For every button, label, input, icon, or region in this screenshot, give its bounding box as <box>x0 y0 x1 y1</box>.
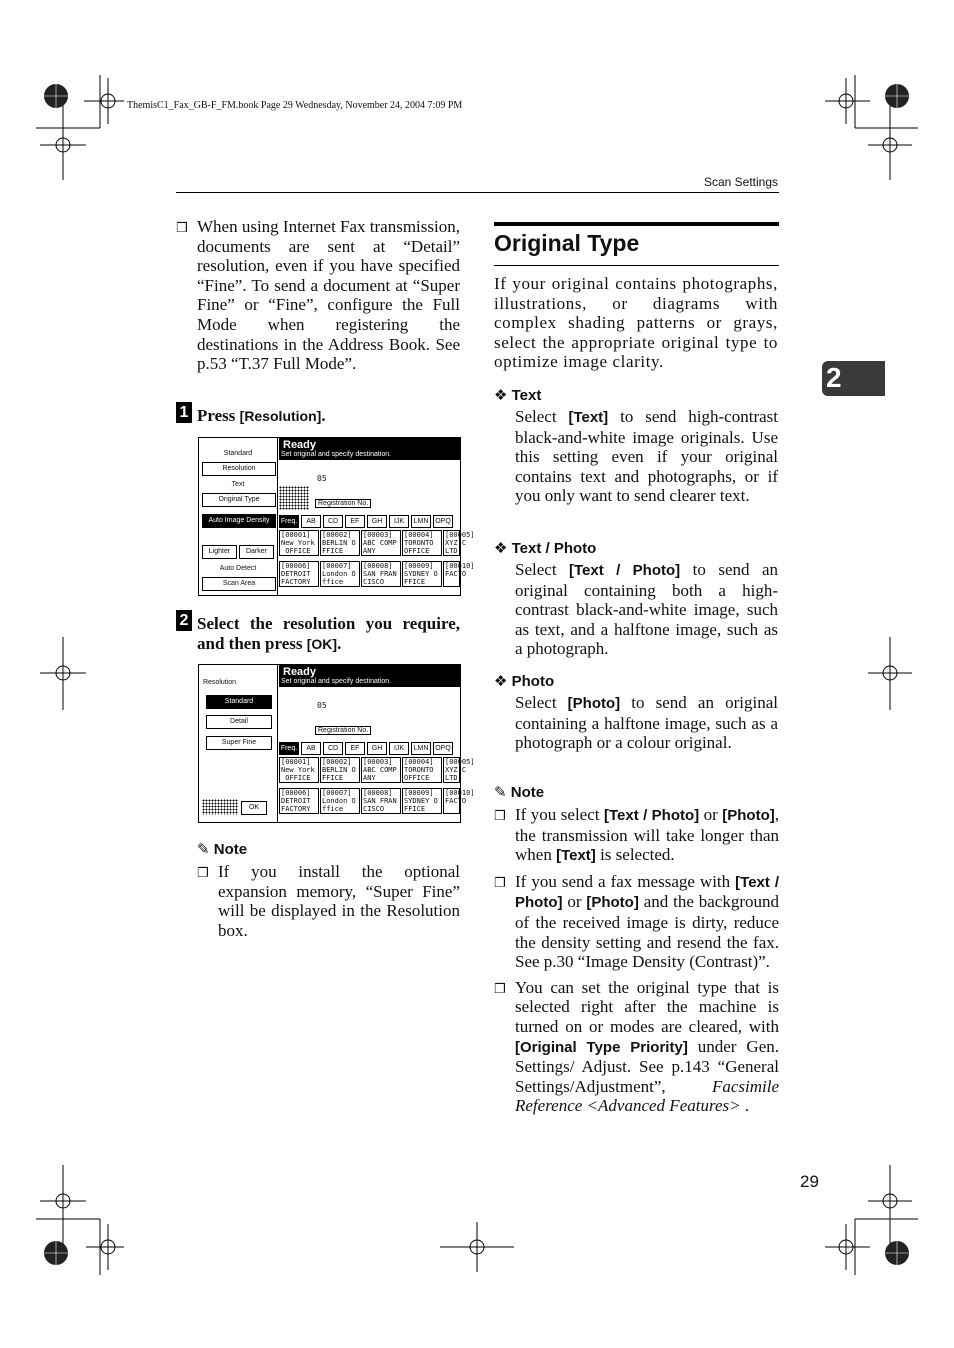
screen-tabs <box>279 742 460 754</box>
screen-tab: CD <box>323 742 343 755</box>
screenshot-resolution-screen <box>198 437 475 596</box>
resolution-panel-title: Resolution <box>203 679 237 686</box>
screen-tab: LMN <box>411 515 431 528</box>
screen-ok-button: OK <box>241 801 267 815</box>
step-2-text: Select the resolution you require, and then press <box>197 614 460 653</box>
section-title: Original Type <box>494 230 640 256</box>
screen-tab: EF <box>345 515 365 528</box>
item-pre: Select <box>515 693 568 712</box>
checkbox-bullet-icon: ❒ <box>494 809 506 824</box>
screen-tab: IJK <box>389 515 409 528</box>
screen-btn-scan-area: Scan Area <box>202 577 276 591</box>
screen-cell: [00004] TORONTO OFFICE <box>402 757 442 783</box>
diamond-icon: ❖ <box>494 540 508 557</box>
screen-cell: [00007] London O ffice <box>320 561 360 587</box>
chapter-tab <box>822 361 885 396</box>
step-1-text: Press <box>197 406 240 425</box>
note-bullet-3 <box>494 978 779 1116</box>
note-text: If you send a fax message with <box>515 871 736 891</box>
screen-option-standard: Standard <box>206 695 272 709</box>
screen-cell: [00007] London O ffice <box>320 788 360 814</box>
left-note <box>197 840 460 940</box>
screen-cell: [00008] SAN FRAN CISCO <box>361 561 401 587</box>
screen-cell: [00006] DETROIT FACTORY <box>279 561 319 587</box>
item-pre: Select <box>515 407 569 426</box>
screen-tab: AB <box>301 742 321 755</box>
screen-tab: EF <box>345 742 365 755</box>
screen-status: Ready <box>283 666 317 678</box>
note-bullet-1 <box>494 805 779 866</box>
screen-cell: [00002] BERLIN O FFICE <box>320 530 360 556</box>
right-note <box>494 783 779 1116</box>
screen-tabs <box>279 515 460 527</box>
section-intro: If your original contains photographs, illustrations, or diagrams with complex shading patterns or grays, select the appropriate original type to optimize image clarity. <box>494 274 778 372</box>
photo-key: [Photo] <box>567 695 621 712</box>
screen-btn-darker: Darker <box>239 545 274 559</box>
screen-cell: [00010] FACTO <box>443 561 460 587</box>
screen-tab: Freq. <box>279 742 299 755</box>
diamond-icon: ❖ <box>494 673 508 690</box>
section-rule-bottom <box>494 265 779 266</box>
section-rule-top <box>494 222 779 226</box>
text-photo-key: [Text / Photo] <box>603 807 700 824</box>
item-body: to send high-contrast black-and-white image originals. Use this setting even if your original contains text and photographs, or if you only want to send clearer text. <box>515 407 778 506</box>
screen-status-bar <box>279 665 460 687</box>
screen-instruction: Set original and specify destination. <box>281 678 392 685</box>
screen-tab: LMN <box>411 742 431 755</box>
note-text: or <box>562 892 587 912</box>
page-number: 29 <box>800 1172 819 1191</box>
note-text: You can set the original type that is selected right after the machine is turned on or modes are cleared, with <box>515 977 779 1036</box>
item-text-photo <box>494 539 778 659</box>
screen-side-panel <box>199 438 278 595</box>
screen-btn-auto-detect: Auto Detect <box>202 563 274 575</box>
screen-cell: [00009] SYDNEY O FFICE <box>402 561 442 587</box>
screen-tab: Freq. <box>279 515 299 528</box>
reference-title: Facsimile Reference <Advanced Features> <box>515 1076 779 1116</box>
text-photo-key: [Text / Photo] <box>515 873 779 912</box>
screen-tab: OPQ <box>433 742 453 755</box>
item-text <box>494 386 778 506</box>
item-body: to send an original containing a halftone image, such as a photograph or a colour original. <box>515 693 778 753</box>
intro-note-text: When using Internet Fax transmission, documents are sent at “Detail” resolution, even if you have specified “Fine”. To send a document at “Super Fine” or “Fine”, configure the Full Mode when registering the destinations in the Address Book. See p.53 “T.37 Full Mode”. <box>197 217 460 374</box>
screen-btn-standard: Standard <box>202 448 274 460</box>
checkbox-bullet-icon: ❒ <box>494 981 506 997</box>
item-body: to send an original containing both a high-contrast black-and-white image, such as text, and a halftone image, such as a photograph. <box>515 560 779 659</box>
left-note-text: If you install the optional expansion memory, “Super Fine” will be displayed in the Resolution box. <box>218 862 460 940</box>
screen-option-super-fine: Super Fine <box>206 736 272 750</box>
screen-tab: AB <box>301 515 321 528</box>
note-text: , the transmission will take longer than when <box>515 805 779 865</box>
screen-btn-lighter: Lighter <box>202 545 237 559</box>
item-photo <box>494 672 778 753</box>
intro-note <box>176 217 460 374</box>
screen-reg-label: Registration No. <box>315 499 371 508</box>
note-text: . <box>740 1096 750 1116</box>
screen-cell: [00005] XYZ C LTD <box>445 758 475 782</box>
checkbox-bullet-icon: ❒ <box>176 221 188 236</box>
screen-status: Ready <box>283 439 317 451</box>
ok-key: [OK] <box>306 635 338 652</box>
step-1 <box>176 402 460 427</box>
screen-option-detail: Detail <box>206 715 272 729</box>
item-pre: Select <box>515 560 570 579</box>
pencil-icon: ✎ <box>494 784 507 801</box>
screen-cell: [00010] FACTO <box>443 788 460 814</box>
step-number-1-icon: 1 <box>176 402 192 423</box>
screen-cell: [00001] New York OFFICE <box>279 530 319 556</box>
note-heading: Note <box>510 784 545 801</box>
note-heading: Note <box>213 841 248 858</box>
screen-tab: CD <box>323 515 343 528</box>
note-text: and the background of the received image is dirty, reduce the density setting and resend the fax. See p.30 “Image Density (Contrast)”. <box>515 892 779 972</box>
screen-cell: [00005] XYZ C LTD <box>445 531 475 555</box>
step-2-suffix: . <box>337 633 342 653</box>
note-text: or <box>699 805 723 824</box>
screenshot-resolution-select-screen <box>198 664 475 823</box>
screen-dest-field: 05 <box>317 474 327 483</box>
checkbox-bullet-icon: ❒ <box>494 875 506 891</box>
screen-tab: GH <box>367 515 387 528</box>
screen-tab: IJK <box>389 742 409 755</box>
screen-dots <box>202 799 238 815</box>
screen-cell: [00003] ABC COMP ANY <box>361 530 401 556</box>
screen-cell: [00004] TORONTO OFFICE <box>402 530 442 556</box>
photo-key: [Photo] <box>586 894 639 912</box>
photo-key: [Photo] <box>722 807 775 824</box>
item-heading: Text <box>511 387 542 404</box>
screen-status-bar <box>279 438 460 460</box>
screen-reg-label: Registration No. <box>315 726 371 735</box>
screen-tab: OPQ <box>433 515 453 528</box>
text-key: [Text] <box>556 847 596 865</box>
screen-cell: [00008] SAN FRAN CISCO <box>361 788 401 814</box>
checkbox-bullet-icon: ❒ <box>197 866 209 881</box>
screen-btn-auto-image-density: Auto Image Density <box>202 514 276 528</box>
pencil-icon: ✎ <box>197 841 210 858</box>
screen-side-panel <box>199 665 278 822</box>
screen-cell: [00009] SYDNEY O FFICE <box>402 788 442 814</box>
running-title: Scan Settings <box>703 175 778 189</box>
screen-cell: [00006] DETROIT FACTORY <box>279 788 319 814</box>
file-info: ThemisC1_Fax_GB-F_FM.book Page 29 Wednesday, November 24, 2004 7:09 PM <box>127 100 463 111</box>
note-text: under Gen. Settings/ Adjust. See p.143 “General Settings/Adjustment”, <box>515 1036 779 1096</box>
resolution-key: [Resolution] <box>239 408 322 424</box>
note-text: If you select <box>515 805 604 824</box>
item-heading: Text / Photo <box>511 540 597 557</box>
screen-cell: [00003] ABC COMP ANY <box>361 757 401 783</box>
screen-tab: GH <box>367 742 387 755</box>
screen-cell: [00002] BERLIN O FFICE <box>320 757 360 783</box>
step-1-suffix: . <box>321 406 326 425</box>
header-rule <box>176 192 779 193</box>
screen-cell: [00001] New York OFFICE <box>279 757 319 783</box>
screen-dots <box>279 486 309 510</box>
item-heading: Photo <box>511 673 555 690</box>
screen-btn-text: Text <box>202 479 274 491</box>
screen-btn-original-type: Original Type <box>202 493 276 507</box>
step-2 <box>176 610 460 654</box>
step-number-2-icon: 2 <box>176 610 192 631</box>
note-text: is selected. <box>595 845 675 865</box>
original-type-priority-key: [Original Type Priority] <box>515 1038 688 1056</box>
screen-instruction: Set original and specify destination. <box>281 451 392 458</box>
diamond-icon: ❖ <box>494 387 508 404</box>
text-key: [Text] <box>568 409 609 426</box>
screen-btn-resolution: Resolution <box>202 462 276 476</box>
text-photo-key: [Text / Photo] <box>569 562 681 579</box>
note-bullet-2 <box>494 872 779 972</box>
screen-dest-field: 05 <box>317 701 327 710</box>
chapter-number: 2 <box>826 362 842 393</box>
